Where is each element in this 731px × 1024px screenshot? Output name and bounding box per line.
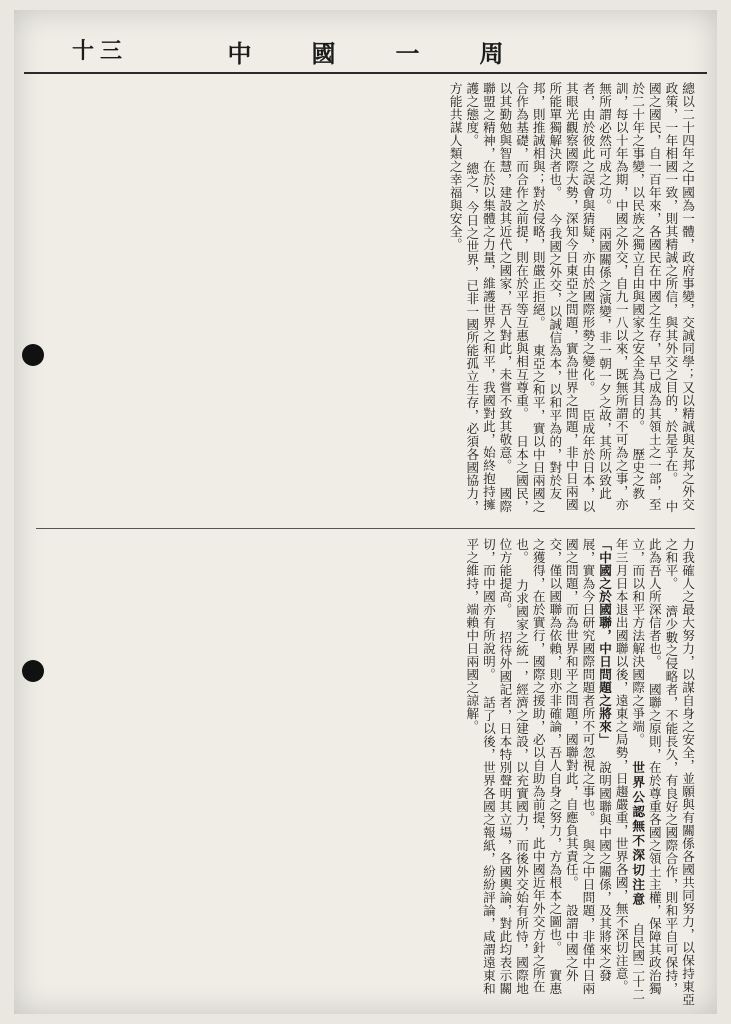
text-column: 說明國聯與中國之關係，及其將來之發展，實為今日研究國際問題者所不可忽視之事也。 (580, 538, 613, 983)
text-column: 臣成年於日本，以其眼光觀察國際大勢，深知今日東亞之問題，實為世界之問題，非中日兩國所能單獨解決者也。 (547, 82, 596, 514)
text-column: 話了以後，世界各國之報紙，紛紛評論，咸謂遠東和平之維持，端賴中日兩國之諒解。 (464, 538, 496, 996)
text-column: 設謂中國之外交，僅以國聯為依賴，則亦非確論，吾人自身之努力，方為根本之圖也。 (547, 538, 579, 983)
text-column: 力求國家之統一，經濟之建設，以充實國力，而後外交始有所恃，國際地位方能提高。 (497, 538, 530, 996)
text-column: 歷史之教訓，每以十年為期，中國之外交，自九一八以來，既無所謂不可為之事，亦無所謂必然可成之功。 (597, 82, 646, 511)
publication-title: 中國一周 (227, 39, 564, 68)
quoted-title: 「中國之於國聯，中日問題之將來」 (597, 538, 613, 746)
top-article (36, 82, 695, 522)
text-column: 實惠之獲得，在於實行，國際之援助，必以自助為前提，此中國近年外交方針之所在也。 (514, 538, 563, 996)
text-column: 力我確人之最大努力，以謀自身之安全，並願與有關係各國共同努力，以保持東亞之和平。 (663, 538, 695, 1006)
newspaper-page (14, 10, 717, 1014)
text-column: 總以二十四年之中國為一體，政府事變，交誠同學；又以精誠與友邦之外交政策，一年相國一致，則其精誠之所信，與其外交之目的，於是乎在。 (663, 82, 695, 511)
bottom-article (36, 538, 695, 1008)
text-column: 自民國二十二年三月日本退出國聯以後，遠東之局勢，日趨嚴重，世界各國，無不深切注意。 (613, 538, 646, 1001)
page-header (24, 28, 707, 74)
text-column: 國聯之原則，在於尊重各國之領土主權，保障其政治獨立，而以和平方法解決國際之爭端。 (630, 538, 662, 996)
text-column: 濟少數之侵略者，不能長久，有良好之國際合作，則和平自可保持，此為吾人所深信者也。 (646, 538, 679, 996)
text-column: 中國之國民，自一百年來，各國民在中國之生存，早已成為其領土之一部，至於二十年之事變，以民族之獨立自由與國家之安全為其目的。 (630, 82, 679, 514)
binding-hole-mark (22, 344, 44, 366)
page-number: 十三 (72, 38, 129, 64)
text-column: 總之，今日之世界，已非一國所能孤立生存，必須各國協力，方能共謀人類之幸福與安全。 (447, 82, 480, 514)
text-column: 與之中日問題，非僅中日兩國之問題，而為世界和平之問題，國聯對此，自應負其責任。 (563, 538, 596, 996)
binding-hole-mark (22, 660, 44, 682)
text-column: 招待外國記者，日本特別聲明其立場，各國輿論，對此均表示關切，而中國亦有所說明。 (480, 538, 513, 996)
text-column: 國際聯盟之精神，在於以集體之力量，維護世界之和平，我國對此，始終抱持擁護之態度。 (464, 82, 513, 514)
section-heading: 世界公認無不深切注意 (630, 761, 646, 908)
text-column: 兩國關係之演變，非一朝一夕之故，其所以致此者，由於彼此之誤會與猜疑，亦由於國際形勢之變化。 (580, 82, 613, 501)
text-column: 日本之國民，以其勤勉與智慧，建設其近代之國家，吾人對此，未嘗不致其敬意。 (497, 82, 530, 514)
text-column: 今我國之外交，以誠信為本，以和平為的，對於友邦，則推誠相與；對於侵略，則嚴正拒絕。 (530, 82, 563, 501)
text-column: 東亞之和平，實以中日兩國之合作為基礎，而合作之前提，則在於平等互惠與相互尊重。 (514, 82, 546, 514)
section-divider (36, 528, 695, 529)
